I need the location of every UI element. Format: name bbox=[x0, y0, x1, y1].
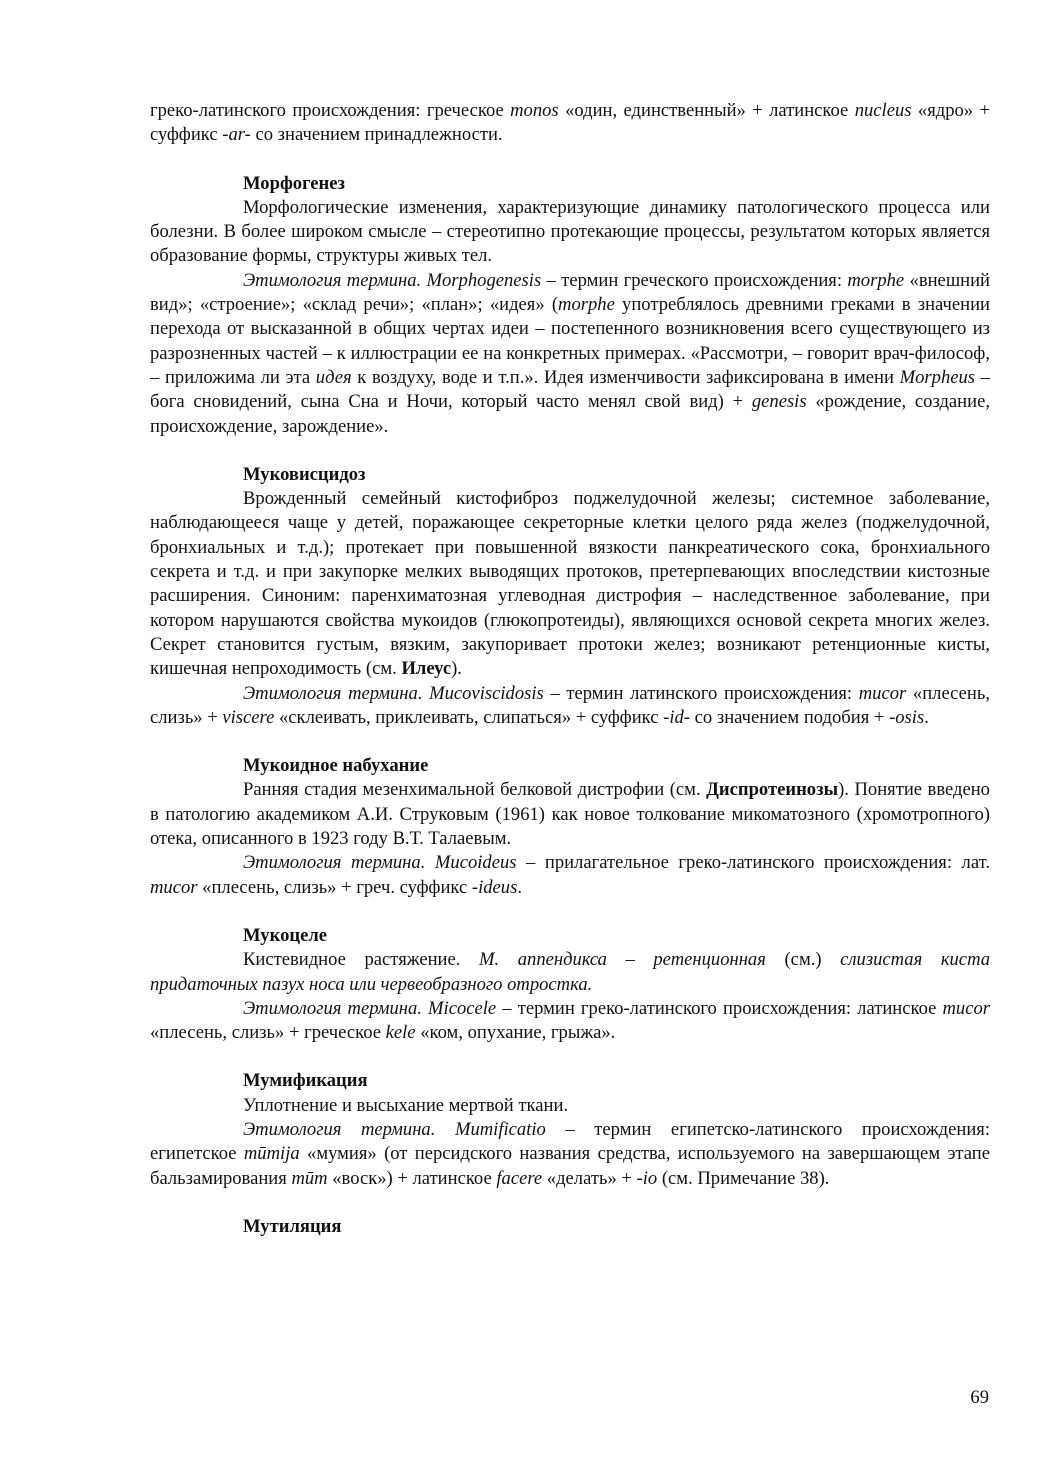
etymology-morphogenesis: Этимология термина. Morphogenesis – термин греческого происхождения: morphe «внешний вид»; «строение»; «склад речи»; «план»; «идея» (morphe употреблялось древними греками в значении перехода от высказанной в общих чертах идеи – постепенного возникновения всего существующего из разрозненных частей – к иллюстрации ее на конкретных примерах. «Рассмотри, – говорит врач-философ, – приложима ли эта идея к воздуху, воде и т.п.». Идея изменчивости зафиксирована в имени Morpheus – бога сновидений, сына Сна и Ночи, который часто менял свой вид) + genesis «рождение, создание, происхождение, зарождение». bbox=[150, 269, 990, 437]
term-heading-mucoviscidosis: Муковисцидоз bbox=[243, 463, 366, 485]
document-page bbox=[150, 99, 990, 1239]
etymology-mucocele: Этимология термина. Micocele – термин греко-латинского происхождения: латинское mucor «плесень, слизь» + греческое kele «ком, опухание, грыжа». bbox=[150, 997, 990, 1044]
definition-mucoid: Ранняя стадия мезенхимальной белковой дистрофии (см. Диспротеинозы). Понятие введено в патологию академиком А.И. Струковым (1961) как новое толкование микоматозного (хромотропного) отека, описанного в 1923 году В.Т. Талаевым. bbox=[150, 779, 990, 850]
page-number: 69 bbox=[970, 1387, 989, 1408]
term-heading-mummification: Мумификация bbox=[243, 1070, 368, 1092]
definition-mummification: Уплотнение и высыхание мертвой ткани. bbox=[243, 1094, 569, 1116]
etymology-mummification: Этимология термина. Mumificatio – термин египетско-латинского происхождения: египетское mūmija «мумия» (от персидского названия средства, используемого на завершающем этапе бальзамирования mūm «воск») + латинское facere «делать» + -io (см. Примечание 38). bbox=[150, 1118, 991, 1189]
definition-mucocele: Кистевидное растяжение. М. аппендикса – ретенционная (см.) слизистая киста придаточных пазух носа или червеобразного отростка. bbox=[150, 949, 991, 995]
intro-paragraph: греко-латинского происхождения: греческое monos «один, единственный» + латинское nucleus «ядро» + суффикс -ar- со значением принадлежности. bbox=[150, 100, 990, 146]
etymology-mucoviscidosis: Этимология термина. Mucoviscidosis – термин латинского происхождения: mucor «плесень, слизь» + viscere «склеивать, приклеивать, слипаться» + суффикс -id- со значением подобия + -osis. bbox=[150, 682, 990, 728]
term-heading-morphogenesis: Морфогенез bbox=[243, 172, 345, 194]
term-heading-mucoid: Мукоидное набухание bbox=[243, 755, 429, 777]
cross-reference-link: Илеус bbox=[401, 658, 452, 680]
term-heading-mucocele: Мукоцеле bbox=[243, 924, 328, 946]
term-heading-mutilation: Мутиляция bbox=[243, 1215, 342, 1237]
definition-morphogenesis: Морфологические изменения, характеризующие динамику патологического процесса или болезни. В более широком смысле – стереотипно протекающие процессы, результатом которых является образование формы, структуры живых тел. bbox=[150, 196, 990, 267]
definition-mucoviscidosis: Врожденный семейный кистофиброз поджелудочной железы; системное заболевание, наблюдающееся чаще у детей, поражающее секреторные клетки целого ряда желез (поджелудочной, бронхиальных и т.д.); протекает при повышенной вязкости панкреатического сока, бронхиального секрета и т.д. и при закупорке мелких выводящих протоков, претерпевающих впоследствии кистозные расширения. Синоним: паренхиматозная углеводная дистрофия – наследственное заболевание, при котором нарушаются свойства мукоидов (глюкопротеиды), являющихся основой секрета многих желез. Секрет становится густым, вязким, закупоривает протоки желез; возникают ретенционные кисты, кишечная непроходимость (см. Илеус). bbox=[150, 488, 990, 680]
cross-reference-link: Диспротеинозы bbox=[706, 779, 839, 801]
etymology-mucoid: Этимология термина. Mucoideus – прилагательное греко-латинского происхождения: лат. mucor «плесень, слизь» + греч. суффикс -ideus. bbox=[150, 852, 990, 898]
